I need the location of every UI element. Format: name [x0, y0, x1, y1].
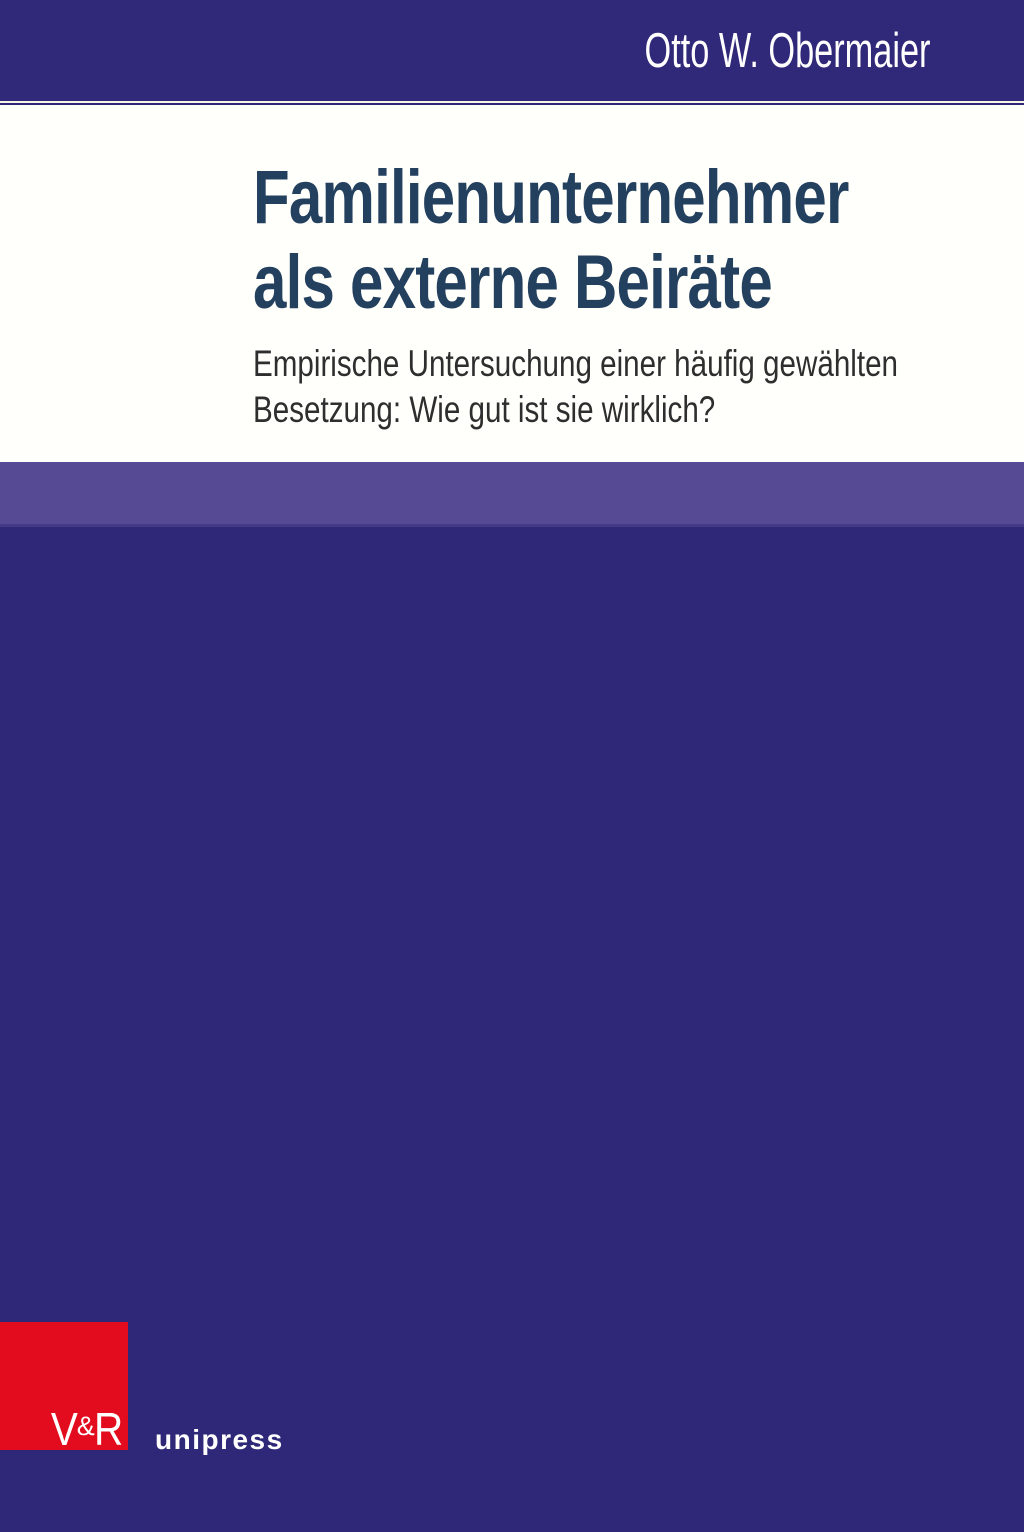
book-subtitle: [253, 341, 1024, 433]
title-section: [0, 105, 1024, 462]
author-band: [0, 0, 1024, 103]
vr-logo-letter-r: R: [93, 1403, 124, 1455]
publisher-name: unipress: [155, 1424, 284, 1455]
cover-body: [0, 527, 1024, 1532]
publisher-logo-square: [0, 1322, 128, 1455]
author-name: Otto W. Obermaier: [644, 23, 930, 78]
title-line-1: Familienunternehmer: [253, 155, 849, 240]
book-title: [253, 155, 1024, 325]
series-band: [0, 462, 1024, 527]
ampersand-glyph: &: [76, 1411, 95, 1441]
vr-logo-letter-v: V: [50, 1403, 78, 1455]
title-line-2: als externe Beiräte: [253, 240, 772, 325]
subtitle-line-1: Empirische Untersuchung einer häufig gewählten: [253, 343, 898, 384]
subtitle-line-2: Besetzung: Wie gut ist sie wirklich?: [253, 389, 716, 430]
vr-logo: [49, 1403, 125, 1455]
